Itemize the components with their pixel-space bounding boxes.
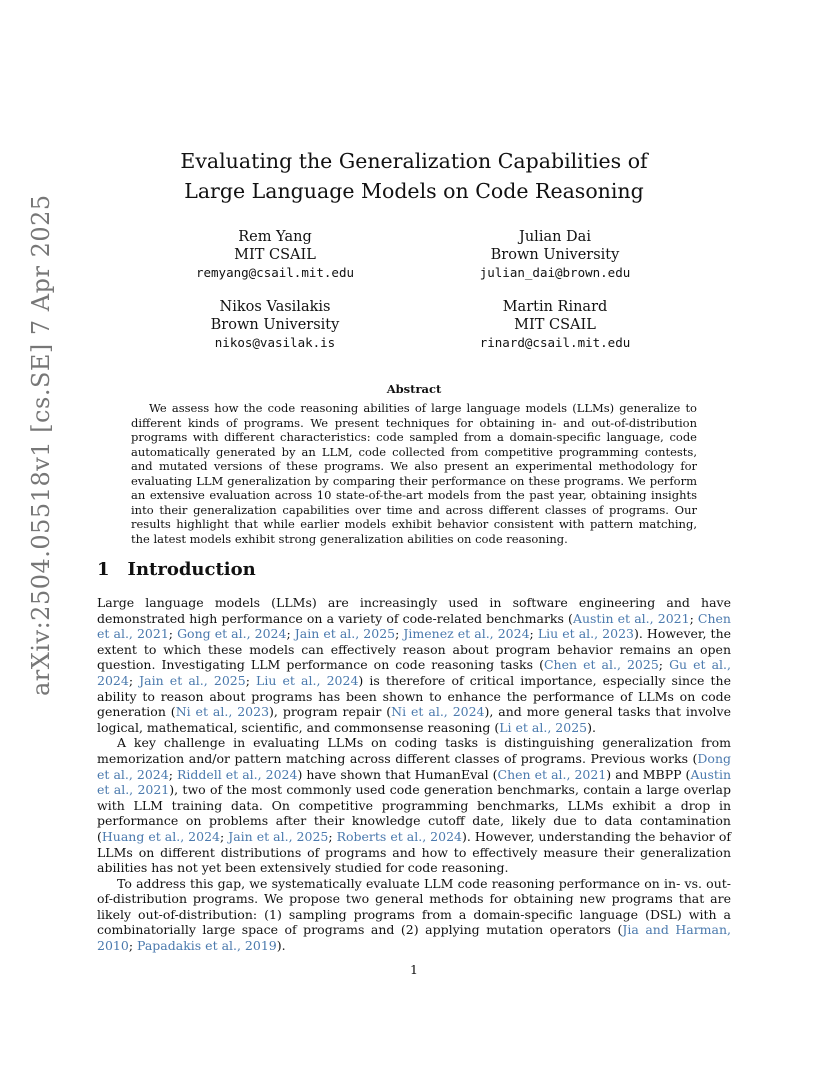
author (150, 298, 400, 352)
paragraph-text: ; (689, 610, 698, 626)
author-email[interactable]: rinard@csail.mit.edu (479, 335, 631, 350)
introduction-body (97, 595, 731, 954)
citation-link[interactable]: Dong et al., 2024 (97, 750, 731, 782)
paragraph-text: ; (286, 626, 295, 642)
abstract-text: We assess how the code reasoning abilities of large language models (LLMs) generalize to different kinds of programs. We present techniques for obtaining in- and out-of-distribution programs with different characteristics: code sampled from a domain-specific language, code automatically generated by an LLM, code collected from competitive programming contests, and mutated versions of these programs. We also present an experimental methodology for evaluating LLM generalization by comparing their performance on these programs. We perform an extensive evaluation across 10 state-of-the-art models from the past year, obtaining insights into their generalization capabilities over time and across different classes of programs. Our results highlight that while earlier models exhibit behavior consistent with pattern matching, the latest models exhibit strong generalization abilities on code reasoning. (131, 401, 697, 546)
citation-link[interactable]: Jimenez et al., 2024 (403, 626, 530, 642)
author (430, 228, 680, 282)
paragraph-text: ; (395, 626, 404, 642)
citation-link[interactable]: Papadakis et al., 2019 (137, 938, 277, 954)
paragraph-text: ; (658, 657, 670, 673)
paragraph-text: ; (168, 766, 177, 782)
paragraph-text: Large language models (LLMs) are increasingly used in software engineering and have demonstrated high performance on a variety of code-related benchmarks ( (97, 595, 731, 626)
citation-link[interactable]: Huang et al., 2024 (101, 828, 220, 844)
paragraph (97, 595, 731, 735)
citation-link[interactable]: Austin et al., 2021 (97, 766, 732, 798)
citation-link[interactable]: Li et al., 2025 (499, 719, 588, 735)
title-line: Evaluating the Generalization Capabilities of (180, 149, 648, 173)
paragraph-text: ; (128, 938, 137, 954)
citation-link[interactable]: Roberts et al., 2024 (336, 828, 462, 844)
citation-link[interactable]: Chen et al., 2021 (97, 610, 731, 642)
citation-link[interactable]: Jain et al., 2025 (294, 626, 396, 642)
author-affiliation: Brown University (210, 317, 340, 333)
paragraph-text: ) and MBPP ( (606, 766, 691, 782)
author (150, 228, 400, 282)
author-name: Nikos Vasilakis (219, 299, 331, 315)
citation-link[interactable]: Chen et al., 2025 (543, 657, 659, 673)
paragraph-text: ) have shown that HumanEval ( (297, 766, 498, 782)
citation-link[interactable]: Riddell et al., 2024 (176, 766, 298, 782)
section-number: 1 (97, 559, 110, 580)
section-heading (97, 559, 256, 580)
paper-title (140, 146, 688, 206)
author-affiliation: MIT CSAIL (514, 317, 596, 333)
citation-link[interactable]: Liu et al., 2024 (256, 672, 359, 688)
author-row (150, 298, 680, 352)
author-row (150, 228, 680, 282)
author-name: Julian Dai (519, 229, 591, 245)
author-email[interactable]: nikos@vasilak.is (214, 335, 336, 350)
paragraph (97, 735, 731, 875)
citation-link[interactable]: Ni et al., 2023 (175, 704, 270, 720)
citation-link[interactable]: Austin et al., 2021 (572, 610, 690, 626)
paragraph-text: ; (245, 672, 257, 688)
citation-link[interactable]: Jain et al., 2025 (228, 828, 329, 844)
arxiv-identifier: arXiv:2504.05518v1 [cs.SE] 7 Apr 2025 (27, 194, 55, 696)
author-email[interactable]: julian_dai@brown.edu (479, 265, 631, 280)
paragraph-text: ) is therefore of critical importance, especially since the ability to reason about programs has been shown to enhance the performance of LLMs on code generation ( (97, 672, 731, 720)
paragraph-text: ). However, understanding the behavior of LLMs on different distributions of programs and how to effectively measure their generalization abilities has not yet been extensively studied for code reasoning. (97, 828, 731, 876)
paragraph-text: ). (276, 938, 286, 954)
page-number: 1 (410, 962, 418, 977)
abstract-heading: Abstract (386, 382, 442, 396)
paragraph-text: ), program repair ( (269, 704, 392, 720)
paragraph-text: ; (168, 626, 178, 642)
paragraph-text: A key challenge in evaluating LLMs on coding tasks is distinguishing generalization from memorization and/or pattern matching across different classes of programs. Previous works ( (97, 735, 731, 766)
citation-link[interactable]: Liu et al., 2023 (537, 626, 634, 642)
paragraph-text: ), two of the most commonly used code generation benchmarks, contain a large overlap with LLM training data. On competitive programming benchmarks, LLMs exhibit a drop in performance on problems after their knowledge cutoff date, likely due to data contamination ( (97, 782, 731, 844)
citation-link[interactable]: Chen et al., 2021 (497, 766, 607, 782)
section-title: Introduction (127, 559, 256, 580)
paragraph-text: ), and more general tasks that involve logical, mathematical, scientific, and commonsense reasoning ( (97, 704, 731, 735)
paragraph-text: ; (529, 626, 538, 642)
paragraph-text: ; (128, 672, 140, 688)
paragraph-text: ). (587, 719, 596, 735)
citation-link[interactable]: Jain et al., 2025 (139, 672, 246, 688)
citation-link[interactable]: Ni et al., 2024 (391, 704, 485, 720)
paragraph-text: ; (220, 828, 229, 844)
author-affiliation: Brown University (490, 247, 620, 263)
paragraph-text: To address this gap, we systematically evaluate LLM code reasoning performance on in- vs. out-of-distribution programs. We propose two general methods for obtaining new programs that are likely out-of-distribution: (1) sampling programs from a domain-specific language (DSL) with a combinatorially large space of programs and (2) applying mutation operators ( (97, 875, 731, 938)
author (430, 298, 680, 352)
citation-link[interactable]: Gong et al., 2024 (177, 626, 287, 642)
paragraph-text: ). However, the extent to which these models can effectively reason about program behavior remains an open question. Investigating LLM performance on code reasoning tasks ( (97, 626, 732, 673)
title-line: Large Language Models on Code Reasoning (184, 179, 644, 203)
paragraph-text: ; (328, 828, 337, 844)
author-affiliation: MIT CSAIL (234, 247, 316, 263)
paragraph (97, 876, 731, 954)
citation-link[interactable]: Jia and Harman, 2010 (97, 922, 731, 954)
author-name: Rem Yang (238, 229, 312, 245)
citation-link[interactable]: Gu et al., 2024 (97, 657, 731, 688)
author-email[interactable]: remyang@csail.mit.edu (195, 265, 355, 280)
author-name: Martin Rinard (502, 299, 608, 315)
author-block (150, 228, 680, 368)
